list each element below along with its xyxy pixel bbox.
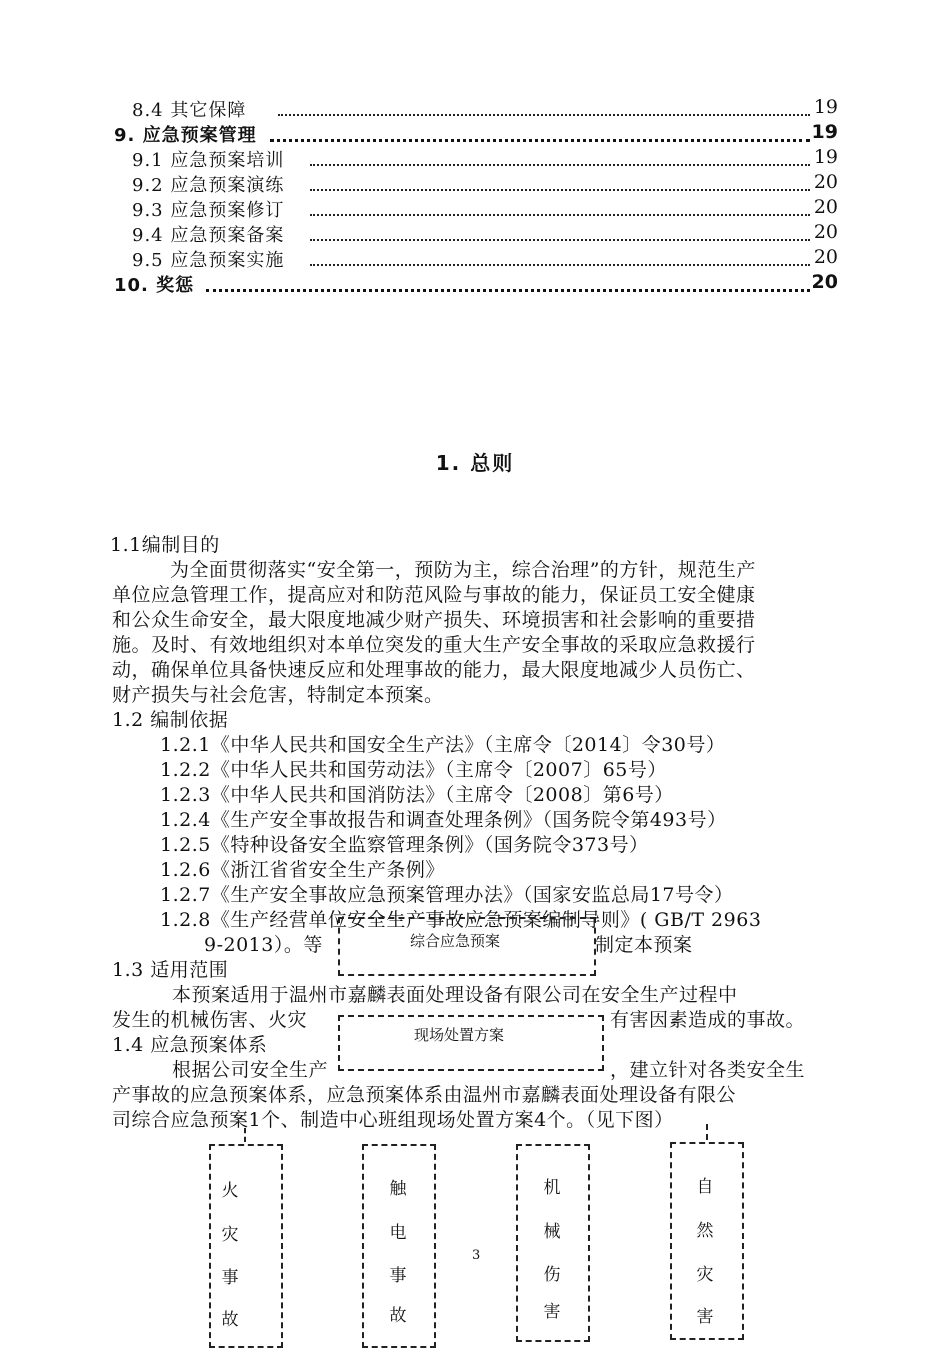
reference-item: 1.2.6《浙江省省安全生产条例》 [160, 859, 445, 881]
toc-leader [310, 171, 810, 191]
box-char: 灾 [221, 1225, 239, 1245]
box-char: 故 [389, 1306, 407, 1326]
paragraph-line: 为全面贯彻落实“安全第一，预防为主，综合治理”的方针，规范生产 [170, 559, 756, 581]
reference-item: 1.2.1《中华人民共和国安全生产法》（主席令〔2014〕令30号） [160, 734, 726, 756]
section-heading: 1.3 适用范围 [112, 959, 229, 981]
reference-item: 1.2.3《中华人民共和国消防法》（主席令〔2008〕第6号） [160, 784, 674, 806]
toc-page: 20 [811, 271, 838, 293]
connector-line [706, 1124, 708, 1140]
chapter-title: 1. 总则 [435, 451, 515, 475]
box-char: 伤 [543, 1265, 561, 1285]
toc-leader [206, 271, 810, 292]
reference-item: 1.2.5《特种设备安全监察管理条例》（国务院令373号） [160, 834, 649, 856]
box-char: 害 [543, 1302, 561, 1322]
toc-row[interactable] [0, 221, 950, 247]
toc-label: 9.1 应急预案培训 [132, 146, 286, 172]
box-char: 自 [696, 1177, 714, 1197]
toc-label: 9.3 应急预案修订 [132, 196, 286, 222]
toc-label: 9.4 应急预案备案 [132, 221, 286, 247]
box-char: 械 [543, 1222, 561, 1242]
box-char: 电 [389, 1223, 407, 1243]
toc-row[interactable] [0, 196, 950, 222]
toc-label: 10. 奖惩 [114, 271, 196, 297]
reference-item: 1.2.7《生产安全事故应急预案管理办法》（国家安监总局17号令） [160, 884, 734, 906]
paragraph-line: ，建立针对各类安全生 [610, 1059, 806, 1081]
toc-row[interactable] [0, 96, 950, 122]
paragraph-line: 发生的机械伤害、火灾 [112, 1009, 308, 1031]
paragraph-line: 施。及时、有效地组织对本单位突发的重大生产安全事故的采取应急救援行 [112, 634, 756, 656]
toc-row[interactable] [0, 121, 950, 147]
toc-page: 20 [813, 171, 838, 193]
reference-item: 1.2.2《中华人民共和国劳动法》（主席令〔2007〕65号） [160, 759, 667, 781]
toc-page: 19 [813, 146, 838, 168]
toc-page: 19 [811, 121, 838, 143]
toc-page: 20 [813, 196, 838, 218]
box-char: 故 [221, 1310, 239, 1330]
toc-leader [310, 196, 810, 216]
reference-item: 1.2.4《生产安全事故报告和调查处理条例》（国务院令第493号） [160, 809, 727, 831]
section-heading: 1.1编制目的 [110, 534, 220, 556]
paragraph-line: 和公众生命安全，最大限度地减少财产损失、环境损害和社会影响的重要措 [112, 609, 756, 631]
toc-label: 9.5 应急预案实施 [132, 246, 286, 272]
paragraph-line: 财产损失与社会危害，特制定本预案。 [112, 684, 444, 706]
toc-row[interactable] [0, 146, 950, 172]
reference-item: 制定本预案 [595, 934, 693, 956]
paragraph-line: 司综合应急预案1个、制造中心班组现场处置方案4个。（见下图） [112, 1109, 674, 1131]
box-char: 机 [543, 1178, 561, 1198]
box-char: 触 [389, 1179, 407, 1199]
section-heading: 1.2 编制依据 [112, 709, 229, 731]
toc-page: 20 [813, 221, 838, 243]
toc-leader [310, 246, 810, 266]
toc-row[interactable] [0, 171, 950, 197]
box-char: 火 [221, 1181, 239, 1201]
toc-row[interactable] [0, 271, 950, 297]
toc-label: 8.4 其它保障 [132, 96, 248, 122]
toc-row[interactable] [0, 246, 950, 272]
toc-leader [270, 121, 810, 142]
section-heading: 1.4 应急预案体系 [112, 1034, 268, 1056]
reference-item: 1.2.8《生产经营单位安全生产事故应急预案编制导则》( GB/T 2963 [160, 909, 762, 931]
paragraph-line: 产事故的应急预案体系，应急预案体系由温州市嘉麟表面处理设备有限公 [112, 1084, 737, 1106]
paragraph-line: 单位应急管理工作，提高应对和防范风险与事故的能力，保证员工安全健康 [112, 584, 756, 606]
box-char: 然 [696, 1221, 714, 1241]
paragraph-line: 有害因素造成的事故。 [610, 1009, 806, 1031]
toc-leader [310, 146, 810, 166]
toc-label: 9.2 应急预案演练 [132, 171, 286, 197]
box-char: 灾 [696, 1265, 714, 1285]
toc-page: 20 [813, 246, 838, 268]
connector-line [244, 1128, 246, 1142]
reference-item: 9-2013）。等 [204, 934, 323, 956]
box-char: 事 [389, 1266, 407, 1286]
toc-leader [278, 96, 810, 116]
box-char: 事 [221, 1268, 239, 1288]
onsite-plan-label: 现场处置方案 [414, 1026, 505, 1044]
toc-label: 9. 应急预案管理 [114, 121, 259, 147]
comprehensive-plan-label: 综合应急预案 [410, 932, 501, 950]
paragraph-line: 本预案适用于温州市嘉麟表面处理设备有限公司在安全生产过程中 [172, 984, 738, 1006]
box-char: 害 [696, 1307, 714, 1327]
paragraph-line: 根据公司安全生产 [172, 1059, 329, 1081]
page-number: 3 [472, 1248, 481, 1263]
toc-page: 19 [813, 96, 838, 118]
paragraph-line: 动，确保单位具备快速反应和处理事故的能力，最大限度地减少人员伤亡、 [112, 659, 756, 681]
toc-leader [310, 221, 810, 241]
